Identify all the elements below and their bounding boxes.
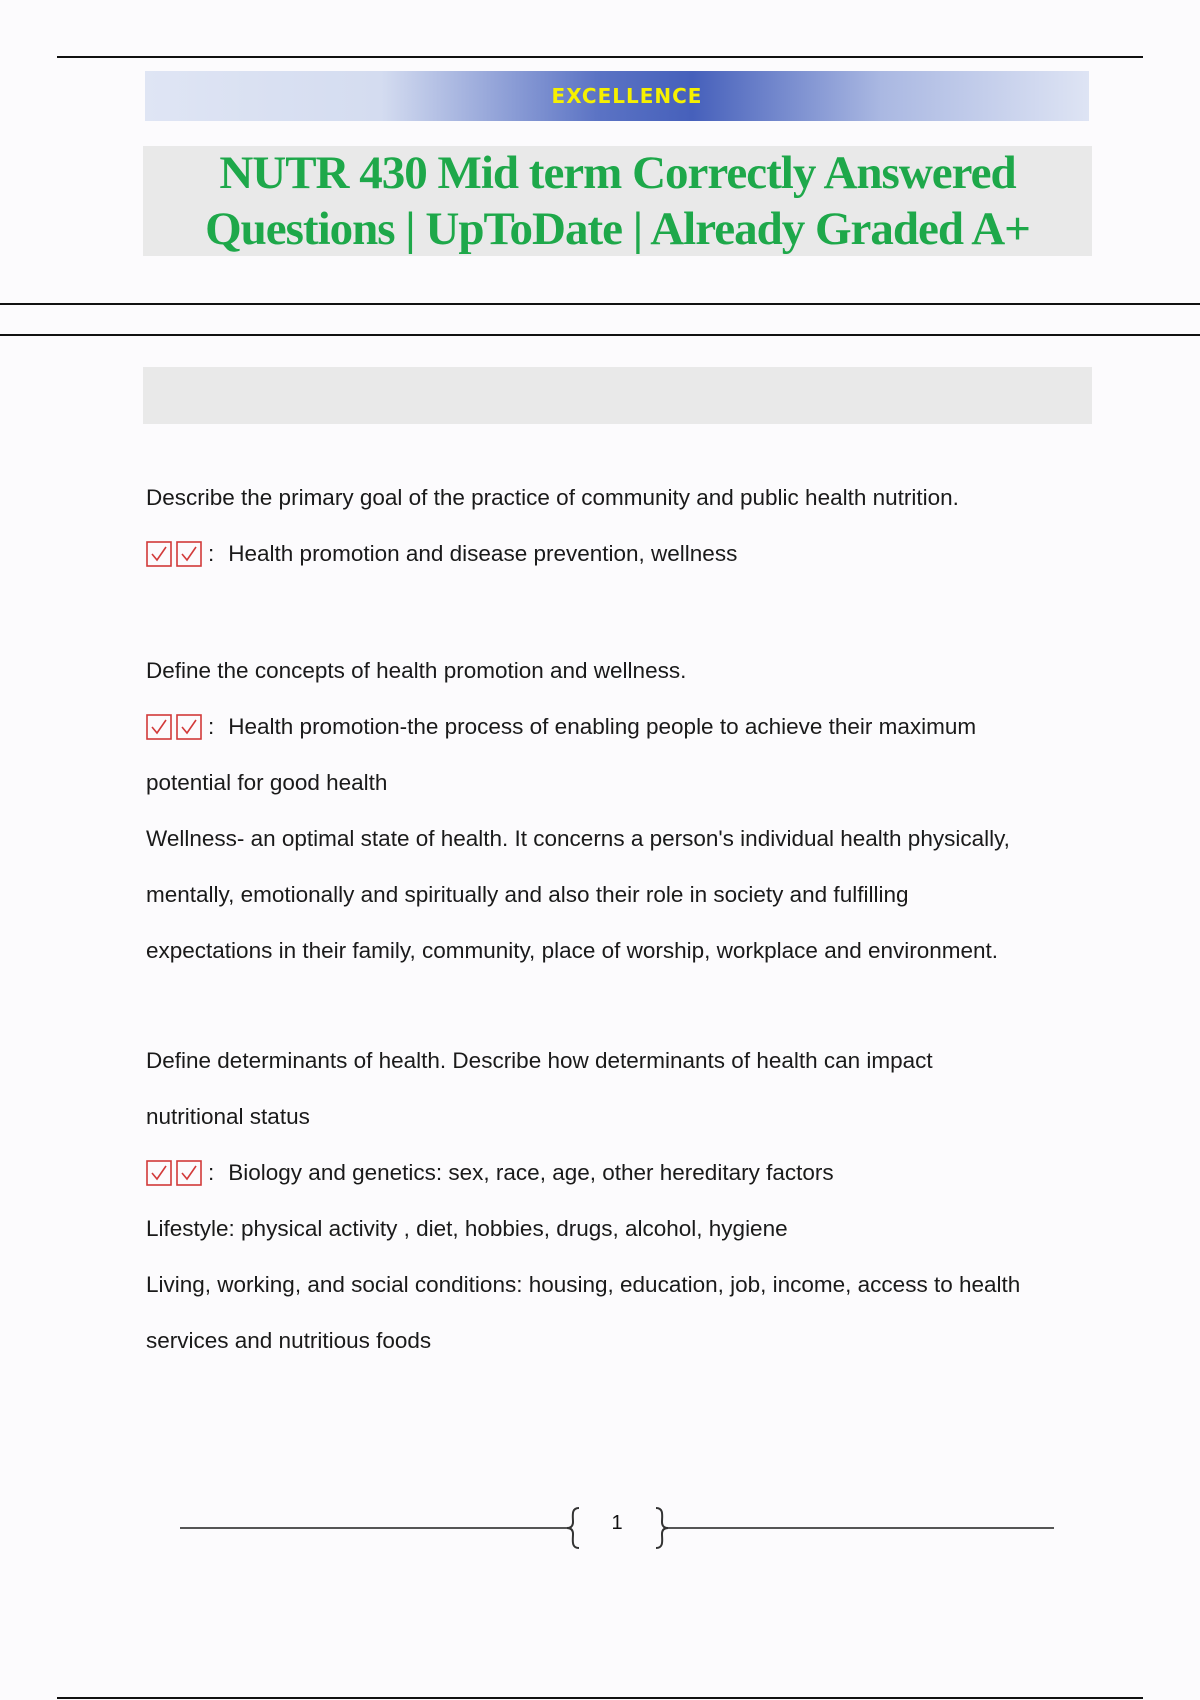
answer-separator: :	[208, 1160, 215, 1185]
answer-line: expectations in their family, community, place of worship, workplace and environment.	[146, 938, 999, 963]
qa-item	[146, 1033, 1106, 1369]
qa-item	[146, 643, 1106, 979]
answer-line: mentally, emotionally and spiritually and also their role in society and fulfilling	[146, 882, 909, 907]
banner-label: EXCELLENCE	[551, 84, 703, 108]
header-rule-2	[0, 334, 1200, 336]
answer-first-line	[146, 526, 1106, 582]
answer-separator: :	[208, 541, 215, 566]
qa-content	[146, 470, 1106, 1369]
checkbox-checked-icon	[146, 1160, 172, 1186]
checkbox-checked-icon	[176, 714, 202, 740]
question	[146, 643, 1106, 699]
answer-line: Lifestyle: physical activity , diet, hobbies, drugs, alcohol, hygiene	[146, 1216, 788, 1241]
blank-gray-bar	[143, 367, 1092, 424]
header-rule-1	[0, 303, 1200, 305]
answer-line: services and nutritious foods	[146, 1328, 432, 1353]
right-brace-icon	[650, 1506, 670, 1550]
question-line: nutritional status	[146, 1104, 310, 1129]
title-box	[143, 146, 1092, 256]
checkbox-checked-icon	[146, 714, 172, 740]
answer-line: Health promotion and disease prevention, wellness	[228, 541, 738, 566]
answer	[146, 526, 1106, 582]
answer-first-line	[146, 1145, 1106, 1201]
spacer	[146, 582, 1106, 643]
top-rule	[57, 56, 1143, 58]
question-line: Describe the primary goal of the practice of community and public health nutrition.	[146, 485, 959, 510]
answer-line: Living, working, and social conditions: housing, education, job, income, access to health	[146, 1272, 1021, 1297]
qa-item	[146, 470, 1106, 582]
page-number: 1	[611, 1512, 623, 1534]
question-line: Define determinants of health. Describe how determinants of health can impact	[146, 1048, 933, 1073]
bottom-rule	[57, 1697, 1143, 1699]
answer-line: Wellness- an optimal state of health. It concerns a person's individual health physically,	[146, 826, 1010, 851]
question	[146, 470, 1106, 526]
spacer	[146, 979, 1106, 1033]
question-line: Define the concepts of health promotion and wellness.	[146, 658, 687, 683]
answer-line: potential for good health	[146, 770, 388, 795]
title-line-1: NUTR 430 Mid term Correctly Answered	[219, 147, 1016, 199]
checkbox-checked-icon	[176, 1160, 202, 1186]
page-title	[205, 145, 1030, 257]
title-line-2: Questions | UpToDate | Already Graded A+	[205, 203, 1030, 255]
excellence-banner	[145, 71, 1089, 121]
answer-line: Biology and genetics: sex, race, age, other hereditary factors	[228, 1160, 834, 1185]
answer-marker	[146, 714, 202, 740]
checkbox-checked-icon	[176, 541, 202, 567]
answer-first-line	[146, 699, 1106, 755]
answer-marker	[146, 541, 202, 567]
answer	[146, 1145, 1106, 1369]
question	[146, 1033, 1106, 1145]
answer-marker	[146, 1160, 202, 1186]
checkbox-checked-icon	[146, 541, 172, 567]
answer-separator: :	[208, 714, 215, 739]
answer	[146, 699, 1106, 979]
page-footer	[180, 1498, 1054, 1558]
answer-line: Health promotion-the process of enabling people to achieve their maximum	[228, 714, 977, 739]
